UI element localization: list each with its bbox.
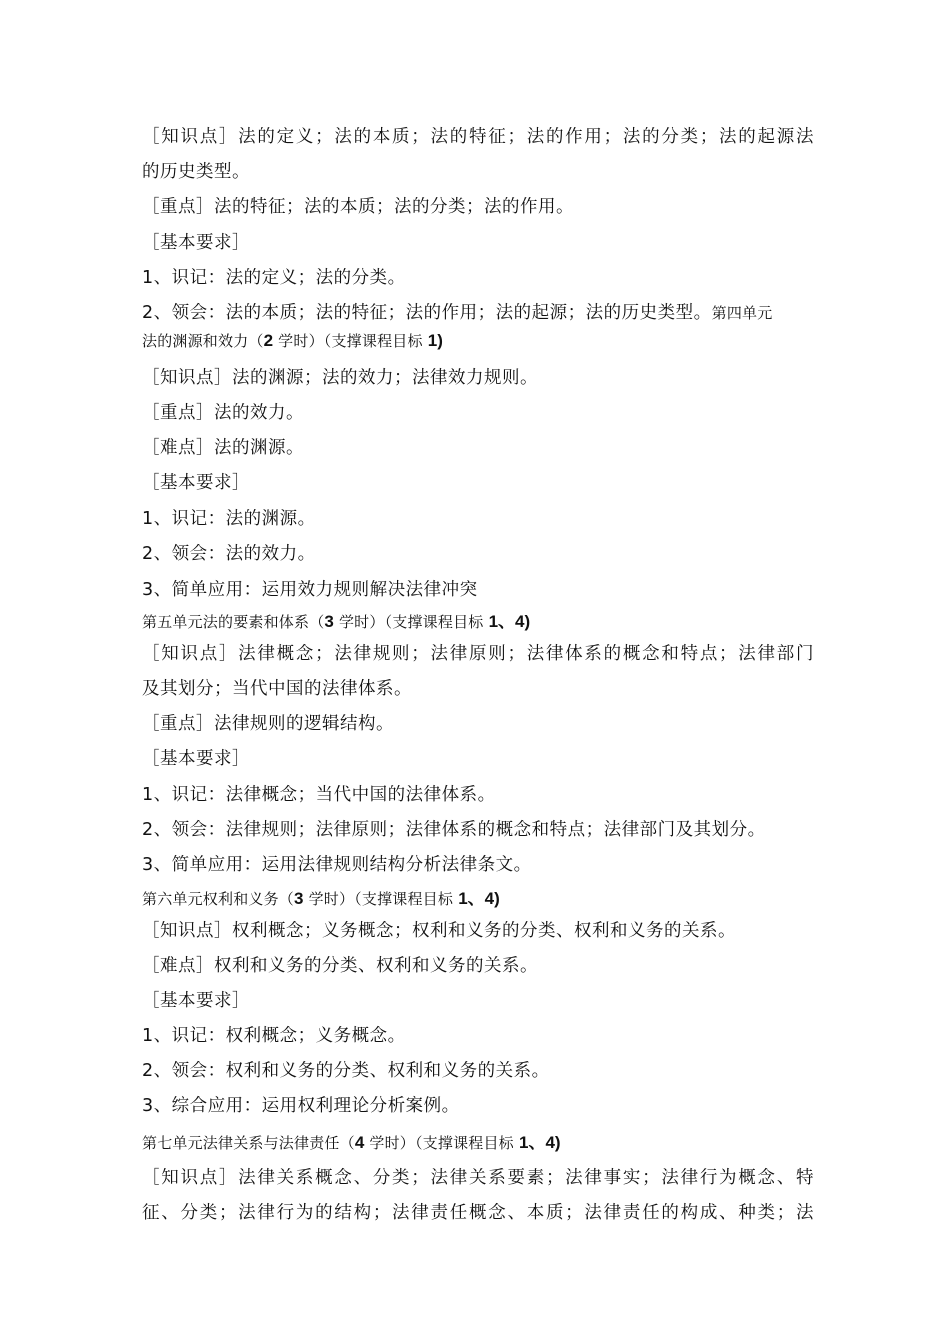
text-line: 征、分类；法律行为的结构；法律责任概念、本质；法律责任的构成、种类；法 [142,1203,814,1223]
text-line: ［基本要求］ [142,473,250,493]
text-line: ［难点］法的渊源。 [142,438,304,458]
text-line: 的历史类型。 [142,162,250,182]
text-line: 2、领会：法的效力。 [142,544,316,564]
heading-text: 第六单元权利和义务（ [142,890,295,908]
text-line: ［知识点］法的定义；法的本质；法的特征；法的作用；法的分类；法的起源法 [142,127,814,147]
text-line: 1、识记：法的定义；法的分类。 [142,268,406,288]
heading-text: 学时）（支撑课程目标 [369,1134,514,1152]
text-line: 1、识记：法的渊源。 [142,509,316,529]
text-line: 1、识记：法律概念；当代中国的法律体系。 [142,785,496,805]
text-line: ［基本要求］ [142,991,250,1011]
text-line: 及其划分；当代中国的法律体系。 [142,679,412,699]
heading-hours: 4 [354,1133,365,1152]
heading-hours: 2 [263,331,274,350]
text-line: ［知识点］权利概念；义务概念；权利和义务的分类、权利和义务的关系。 [142,921,736,941]
text-line: ［基本要求］ [142,233,250,253]
heading-hours: 3 [324,612,334,631]
text-line: 1、识记：权利概念；义务概念。 [142,1026,406,1046]
text-line: 2、领会：权利和义务的分类、权利和义务的关系。 [142,1061,550,1081]
text-line: 3、简单应用：运用法律规则结构分析法律条文。 [142,855,532,875]
text-line: ［难点］权利和义务的分类、权利和义务的关系。 [142,956,538,976]
text-line: ［知识点］法律概念；法律规则；法律原则；法律体系的概念和特点；法律部门 [142,644,814,664]
text-line: ［知识点］法律关系概念、分类；法律关系要素；法律事实；法律行为概念、特 [142,1168,814,1188]
heading-text: 第五单元法的要素和体系（ [142,613,325,631]
unit-heading [142,1128,814,1153]
heading-hours: 3 [294,889,304,908]
text-line: ［基本要求］ [142,749,250,769]
text-line: ［重点］法的特征；法的本质；法的分类；法的作用。 [142,197,574,217]
text-line: ［重点］法律规则的逻辑结构。 [142,714,394,734]
text-run: 2、领会：法的本质；法的特征；法的作用；法的起源；法的历史类型。 [142,303,712,323]
text-line [142,299,814,324]
text-line: 3、综合应用：运用权利理论分析案例。 [142,1096,460,1116]
heading-text: 学时）（支撑课程目标 [308,890,454,908]
text-line: ［重点］法的效力。 [142,403,304,423]
heading-goals: 1、4) [518,1133,561,1152]
text-line: 2、领会：法律规则；法律原则；法律体系的概念和特点；法律部门及其划分。 [142,820,766,840]
heading-text: 学时）（支撑课程目标 [338,613,484,631]
heading-goals: 1) [427,331,443,350]
text-line: ［知识点］法的渊源；法的效力；法律效力规则。 [142,368,538,388]
unit-heading [142,884,814,909]
unit-heading [142,607,814,632]
unit-heading [142,330,814,351]
heading-goals: 1、4) [488,612,531,631]
unit-heading-start: 第四单元 [711,304,773,322]
heading-text: 法的渊源和效力（ [142,332,264,350]
heading-goals: 1、4) [458,889,500,908]
text-line: 3、简单应用：运用效力规则解决法律冲突 [142,580,478,600]
heading-text: 第七单元法律关系与法律责任（ [142,1134,355,1152]
heading-text: 学时）（支撑课程目标 [278,332,423,350]
